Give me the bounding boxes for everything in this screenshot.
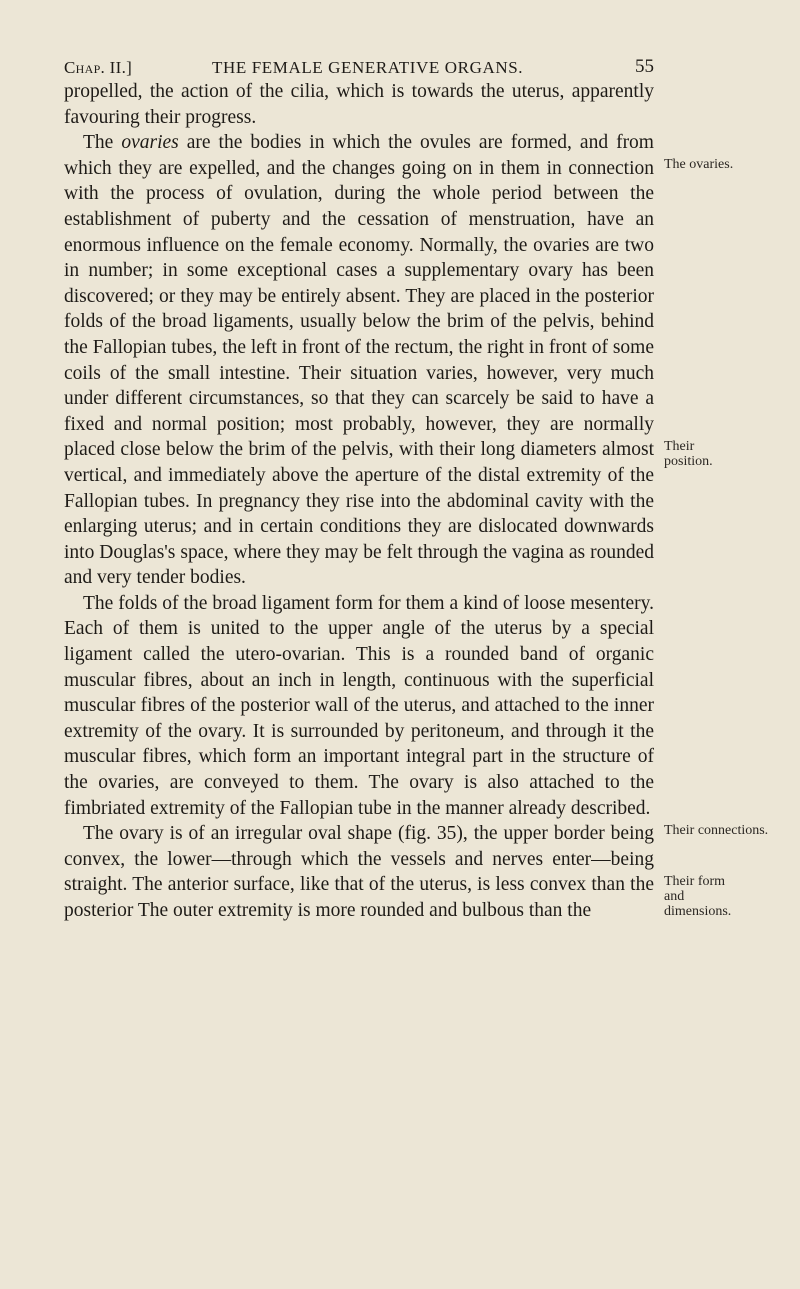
sidenote-their-form: Their form and dimensions. bbox=[664, 874, 732, 919]
paragraph-2: The ovaries are the bodies in which the ovules are formed, and from which they are expelled, and the changes going on in them in connection with the process of ovulation, during the whole period between the establishment of puberty and the cessation of menstruation, have an enormous influence on the female economy. Normally, the ovaries are two in number; in some exceptional cases a supplementary ovary has been discovered; or they may be entirely absent. They are placed in the posterior folds of the broad ligaments, usually below the brim of the pelvis, behind the Fallopian tubes, the left in front of the rectum, the right in front of some coils of the small intestine. Their situation varies, however, very much under different circumstances, so that they can scarcely be said to have a fixed and normal position; most probably, however, they are normally placed close below the brim of the pelvis, with their long diameters almost vertical, and immediately above the aperture of the distal extremity of the Fallopian tubes. In pregnancy they rise into the abdominal cavity with the enlarging uterus; and in certain conditions they are dislocated downwards into Douglas's space, where they may be felt through the vagina as rounded and very tender bodies. bbox=[64, 132, 654, 589]
page-number: 55 bbox=[635, 56, 654, 77]
body-text bbox=[64, 79, 654, 924]
italic-term-ovaries: ovaries bbox=[121, 132, 179, 154]
paragraph-1: propelled, the action of the cilia, which is towards the uterus, apparently favouring their progress. bbox=[64, 81, 654, 128]
sidenote-their-connections: Their connections. bbox=[664, 823, 769, 838]
sidenote-their-position: Their position. bbox=[664, 439, 713, 469]
sidenote-the-ovaries: The ovaries. bbox=[664, 157, 734, 172]
chapter-label: Chap. II.] bbox=[64, 58, 133, 77]
running-title: THE FEMALE GENERATIVE ORGANS. bbox=[212, 58, 524, 77]
paragraph-4: The ovary is of an irregular oval shape (fig. 35), the upper border being convex, the lower—through which the vessels and nerves enter—being straight. The anterior surface, like that of the uterus, is less convex than the posterior The outer extremity is more rounded and bulbous than the bbox=[64, 823, 654, 921]
paragraph-3: The folds of the broad ligament form for them a kind of loose mesentery. Each of them is united to the upper angle of the uterus by a special ligament called the utero-ovarian. This is a rounded band of organic muscular fibres, about an inch in length, continuous with the superficial muscular fibres of the posterior wall of the uterus, and attached to the inner extremity of the ovary. It is surrounded by peritoneum, and through it the muscular fibres, which form an important integral part in the structure of the ovaries, are conveyed to them. The ovary is also attached to the fimbriated extremity of the Fallopian tube in the manner already described. bbox=[64, 592, 654, 819]
